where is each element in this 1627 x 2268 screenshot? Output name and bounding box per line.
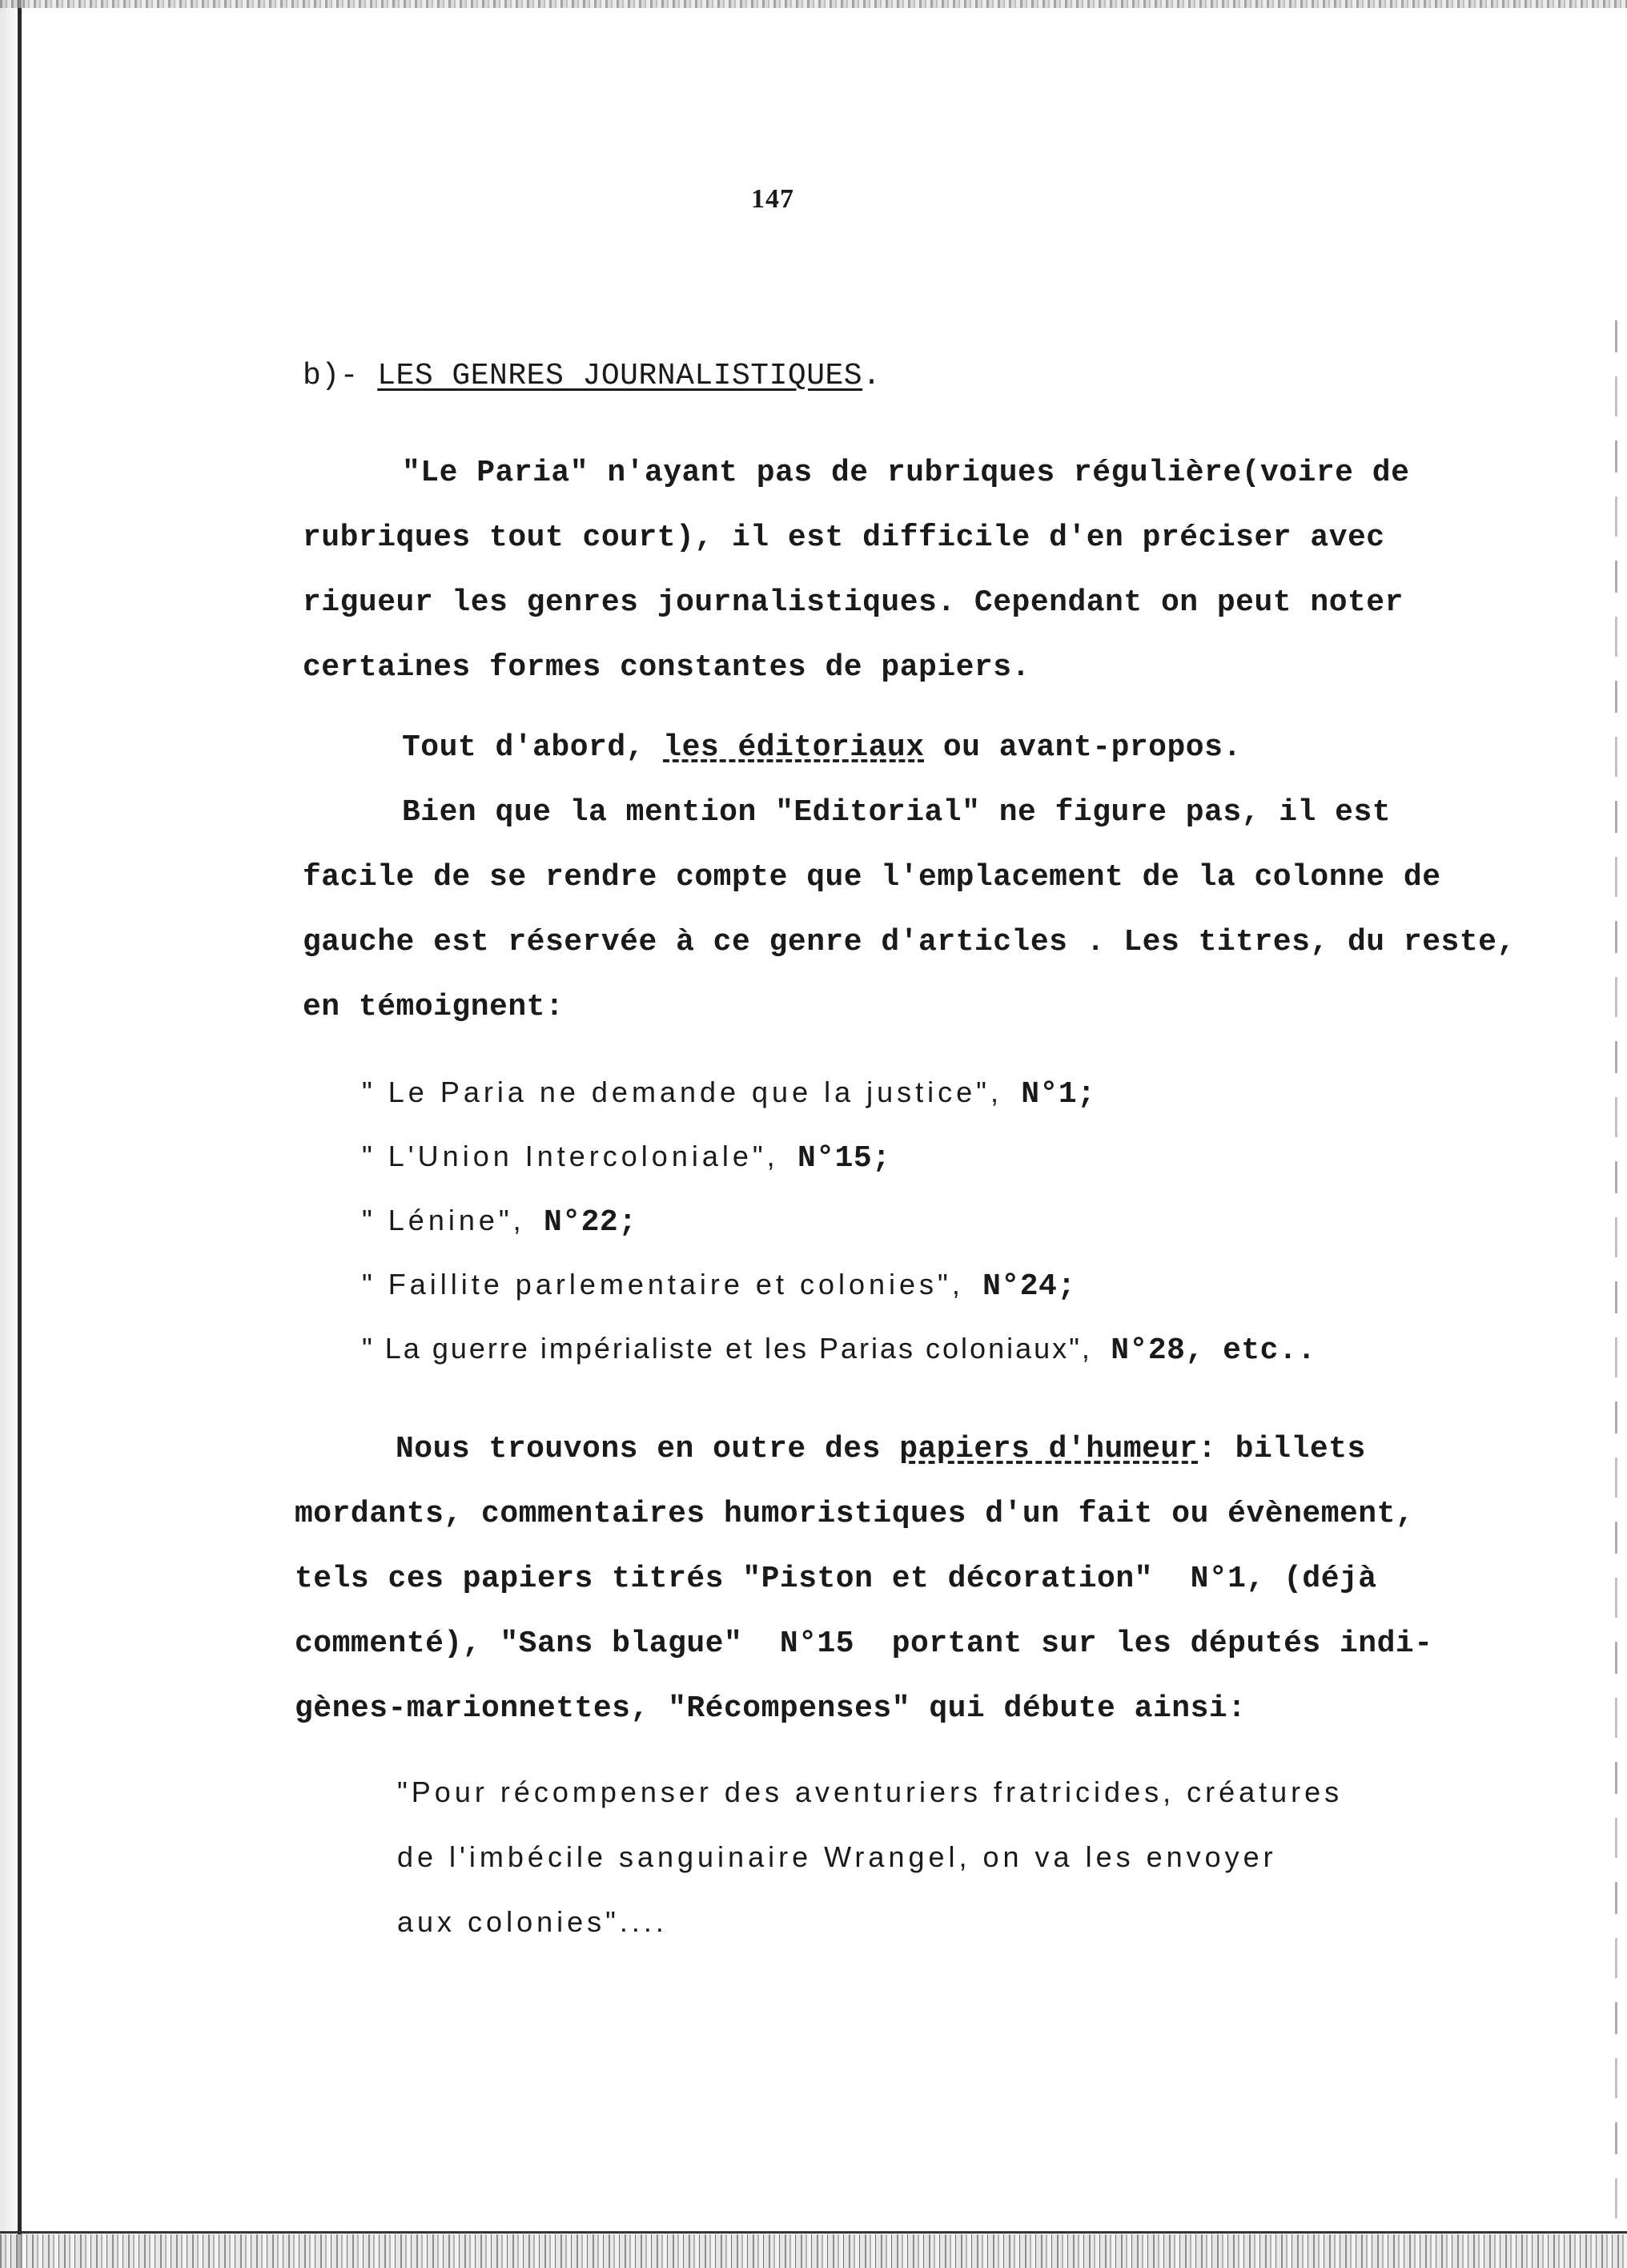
paragraph-3-line-1: Bien que la mention "Editorial" ne figure pas, il est — [402, 795, 1392, 830]
paragraph-4-underlined: papiers d'humeur — [899, 1432, 1199, 1466]
paragraph-2-before: Tout d'abord, — [402, 730, 664, 765]
heading-suffix: . — [862, 359, 882, 393]
quote-5-ref: N°28, etc.. — [1091, 1333, 1316, 1368]
paragraph-1-line-4: certaines formes constantes de papiers. — [303, 650, 1030, 685]
paragraph-4-line-1 — [396, 1430, 1366, 1469]
paragraph-1-line-3: rigueur les genres journalistiques. Cependant on peut noter — [303, 585, 1404, 620]
quote-2-text: " L'Union Intercoloniale", — [362, 1140, 779, 1172]
quote-3-ref: N°22; — [524, 1205, 637, 1240]
quote-item-1 — [362, 1073, 1095, 1114]
section-heading — [303, 357, 881, 396]
citation-line-1: "Pour récompenser des aventuriers fratricides, créatures — [397, 1775, 1344, 1808]
paragraph-4-line-5: gènes-marionnettes, "Récompenses" qui débute ainsi: — [295, 1691, 1247, 1726]
scan-line-bottom — [0, 2231, 1627, 2234]
quote-5-text: " La guerre impérialiste et les Parias coloniaux", — [362, 1332, 1092, 1365]
quote-4-ref: N°24; — [963, 1269, 1076, 1304]
paragraph-3-line-4: en témoignent: — [303, 990, 564, 1024]
paragraph-4-after: : billets — [1198, 1432, 1366, 1466]
citation-line-2: de l'imbécile sanguinaire Wrangel, on va les envoyer — [397, 1840, 1277, 1873]
quote-item-5 — [362, 1329, 1316, 1370]
paragraph-3-line-3: gauche est réservée à ce genre d'articles . Les titres, du reste, — [303, 925, 1516, 959]
heading-prefix: b)- — [303, 359, 378, 393]
quote-2-ref: N°15; — [778, 1141, 891, 1176]
paragraph-2-after: ou avant-propos. — [924, 730, 1242, 765]
paragraph-2-underlined: les éditoriaux — [663, 730, 925, 765]
paragraph-3-line-2: facile de se rendre compte que l'emplacement de la colonne de — [303, 860, 1441, 895]
quote-3-text: " Lénine", — [362, 1204, 525, 1237]
quote-item-4 — [362, 1265, 1076, 1306]
paragraph-2 — [402, 729, 1242, 767]
heading-title: LES GENRES JOURNALISTIQUES — [377, 359, 863, 393]
scan-border-left — [18, 0, 22, 2268]
scan-margin-left — [0, 0, 18, 2268]
quote-item-3 — [362, 1201, 637, 1242]
paragraph-4-line-4: commenté), "Sans blague" N°15 portant sur les députés indi- — [295, 1627, 1433, 1661]
quote-1-text: " Le Paria ne demande que la justice", — [362, 1076, 1002, 1108]
scan-border-bottom — [0, 2234, 1627, 2268]
paragraph-4-line-3: tels ces papiers titrés "Piston et décoration" N°1, (déjà — [295, 1562, 1377, 1596]
quote-1-ref: N°1; — [1002, 1077, 1096, 1112]
scan-border-right — [1615, 320, 1617, 2226]
paragraph-4-line-2: mordants, commentaires humoristiques d'un fait ou évènement, — [295, 1497, 1415, 1531]
page-number: 147 — [751, 184, 794, 214]
paragraph-1-line-2: rubriques tout court), il est difficile d'en préciser avec — [303, 521, 1385, 555]
scan-border-top — [0, 0, 1627, 8]
quote-item-2 — [362, 1137, 890, 1178]
paragraph-4-before: Nous trouvons en outre des — [396, 1432, 900, 1466]
paragraph-1-line-1: "Le Paria" n'ayant pas de rubriques régulière(voire de — [402, 456, 1410, 490]
citation-line-3: aux colonies".... — [397, 1905, 668, 1938]
quote-4-text: " Faillite parlementaire et colonies", — [362, 1268, 964, 1301]
